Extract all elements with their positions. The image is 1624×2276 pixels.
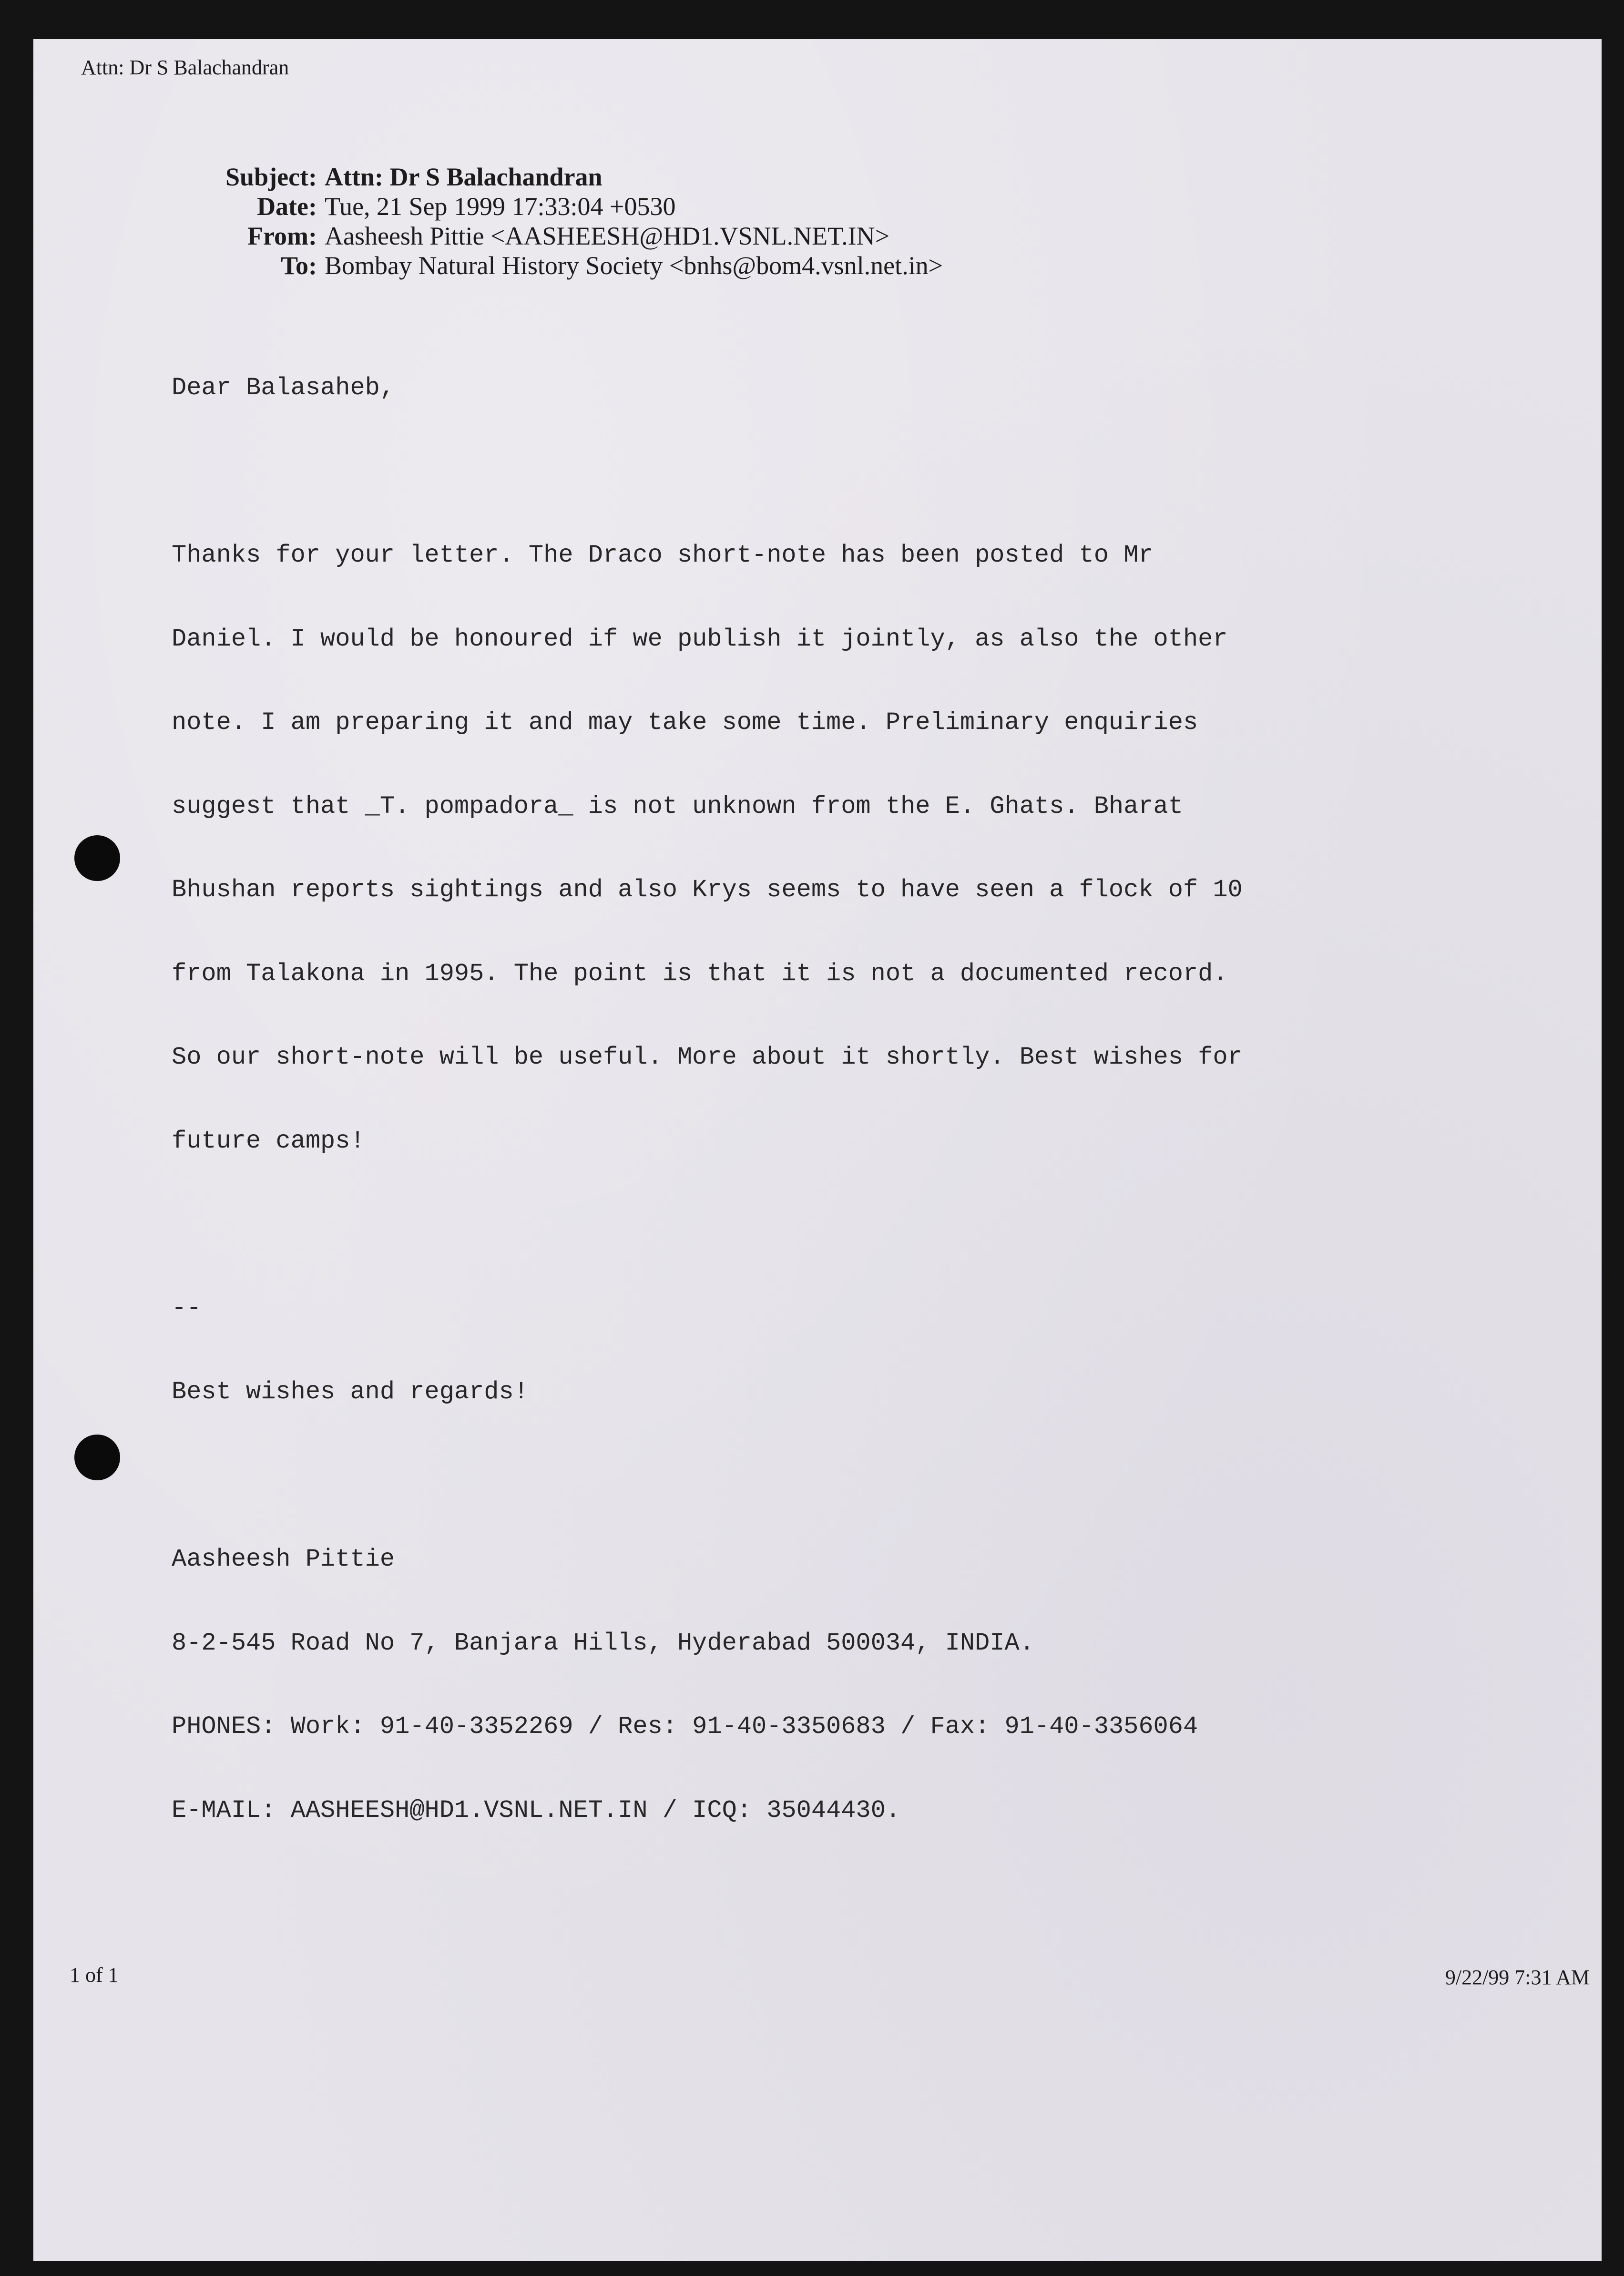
signature-phones: PHONES: Work: 91-40-3352269 / Res: 91-40-3350683 / Fax: 91-40-3356064 (172, 1712, 1198, 1741)
subject-row (181, 162, 943, 192)
blank-line (172, 1462, 1243, 1490)
date-row (181, 192, 943, 221)
from-row (181, 221, 943, 251)
body-line: future camps! (172, 1127, 365, 1155)
body-line: So our short-note will be useful. More about it shortly. Best wishes for (172, 1043, 1243, 1071)
punch-hole-top (74, 835, 120, 881)
to-row (181, 251, 943, 280)
document-page (33, 39, 1602, 2261)
body-line: Daniel. I would be honoured if we publish it jointly, as also the other (172, 625, 1228, 653)
from-label: From: (247, 222, 317, 250)
page-header: Attn: Dr S Balachandran (81, 56, 289, 79)
signature-separator: -- (172, 1294, 202, 1323)
subject-value: Attn: Dr S Balachandran (325, 163, 603, 191)
signature-email: E-MAIL: AASHEESH@HD1.VSNL.NET.IN / ICQ: 35044430. (172, 1796, 901, 1825)
subject-label: Subject: (225, 163, 317, 191)
print-timestamp: 9/22/99 7:31 AM (1445, 1966, 1590, 1989)
blank-line (172, 1211, 1243, 1239)
body-line: Bhushan reports sightings and also Krys seems to have seen a flock of 10 (172, 876, 1243, 904)
closing: Best wishes and regards! (172, 1378, 529, 1406)
greeting: Dear Balasaheb, (172, 374, 395, 402)
to-value: Bombay Natural History Society <bnhs@bom4.vsnl.net.in> (325, 251, 943, 280)
signature-name: Aasheesh Pittie (172, 1545, 395, 1573)
punch-hole-bottom (74, 1435, 120, 1480)
body-line: note. I am preparing it and may take some time. Preliminary enquiries (172, 708, 1198, 737)
body-line: from Talakona in 1995. The point is that it is not a documented record. (172, 959, 1228, 988)
to-label: To: (280, 251, 317, 280)
email-body (172, 318, 1243, 1880)
body-line: Thanks for your letter. The Draco short-note has been posted to Mr (172, 541, 1154, 569)
signature-address: 8-2-545 Road No 7, Banjara Hills, Hyderabad 500034, INDIA. (172, 1629, 1034, 1657)
date-label: Date: (257, 192, 317, 221)
from-value: Aasheesh Pittie <AASHEESH@HD1.VSNL.NET.IN> (325, 222, 890, 250)
blank-line (172, 458, 1243, 486)
page-number: 1 of 1 (70, 1963, 119, 1987)
email-headers (181, 162, 943, 280)
body-line: suggest that _T. pompadora_ is not unknown from the E. Ghats. Bharat (172, 792, 1183, 820)
date-value: Tue, 21 Sep 1999 17:33:04 +0530 (325, 192, 676, 221)
